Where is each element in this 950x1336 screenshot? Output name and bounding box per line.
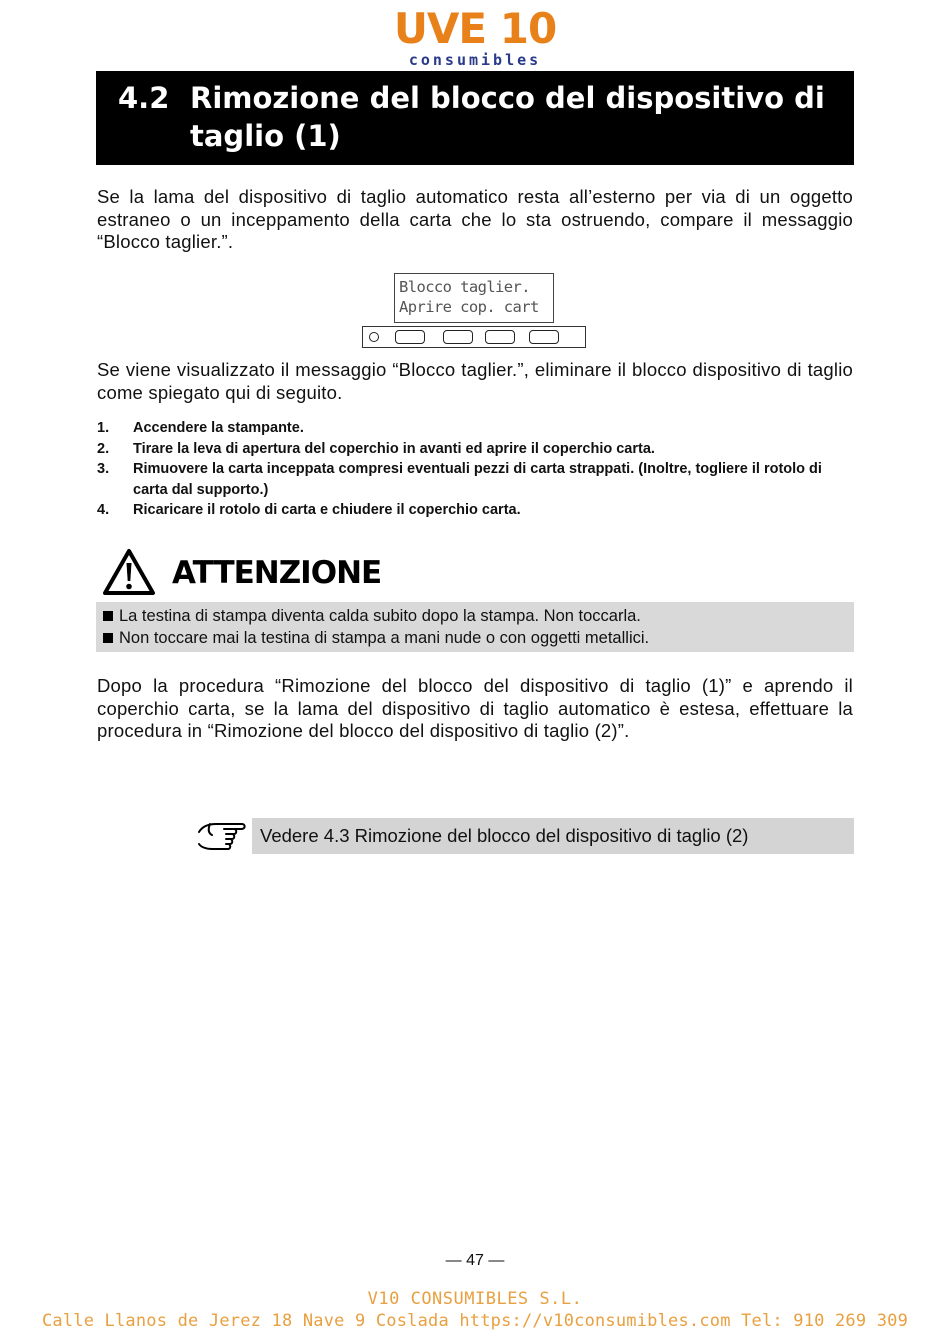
instruction-paragraph: Se viene visualizzato il messaggio “Blocco taglier.”, eliminare il blocco dispositivo di taglio come spiegato qui di seguito. (97, 359, 853, 403)
intro-paragraph: Se la lama del dispositivo di taglio automatico resta all’esterno per via di un oggetto estraneo o un inceppamento della carta che lo sta ostruendo, compare il messaggio “Blocco taglier.”. (97, 186, 853, 252)
lcd-line-2: Aprire cop. cart (399, 298, 539, 316)
footer-address: Calle Llanos de Jerez 18 Nave 9 Coslada https://v10consumibles.com Tel: 910 269 309 (41, 1311, 909, 1331)
step-item (97, 418, 853, 439)
panel-key-2 (443, 330, 473, 344)
procedure-steps (97, 418, 853, 521)
step-number: 1. (97, 420, 110, 436)
panel-key-3 (485, 330, 515, 344)
step-number: 4. (97, 502, 110, 518)
step-number: 3. (97, 461, 110, 477)
step-text: Accendere la stampante. (133, 420, 304, 436)
company-logo (390, 4, 560, 69)
section-title: Rimozione del blocco del dispositivo di taglio (1) (190, 81, 825, 153)
warning-item (103, 605, 641, 627)
warning-heading: ATTENZIONE (172, 555, 382, 591)
printer-control-panel (362, 326, 586, 348)
warning-item-text: Non toccare mai la testina di stampa a mani nude o con oggetti metallici. (119, 629, 650, 647)
step-text: Rimuovere la carta inceppata compresi eventuali pezzi di carta strappati. (Inoltre, togliere il rotolo di carta dal supporto.) (133, 461, 822, 498)
footer-company: V10 CONSUMIBLES S.L. (367, 1289, 583, 1309)
section-number: 4.2 (118, 81, 170, 115)
pointing-hand-icon (196, 818, 248, 856)
logo-wordmark: UVE 10 (393, 4, 557, 53)
square-bullet-icon (103, 633, 113, 643)
page-number: — 47 — (445, 1252, 505, 1269)
lcd-line-1: Blocco taglier. (399, 278, 530, 296)
square-bullet-icon (103, 611, 113, 621)
panel-key-4 (529, 330, 559, 344)
power-led-icon (369, 332, 379, 342)
step-item (97, 439, 853, 460)
warning-triangle-icon (102, 548, 156, 596)
section-title-bar (96, 71, 854, 165)
step-text: Ricaricare il rotolo di carta e chiudere il coperchio carta. (133, 502, 521, 518)
step-number: 2. (97, 440, 110, 457)
reference-link-text[interactable]: Vedere 4.3 Rimozione del blocco del dispositivo di taglio (2) (260, 825, 749, 846)
step-item (97, 500, 853, 521)
warning-item (103, 627, 649, 649)
step-text: Tirare la leva di apertura del coperchio in avanti ed aprire il coperchio carta. (133, 440, 655, 457)
logo-subtitle: consumibles (408, 51, 542, 69)
after-procedure-paragraph: Dopo la procedura “Rimozione del blocco del dispositivo di taglio (1)” e aprendo il coperchio carta, se la lama del dispositivo di taglio automatico è estesa, effettuare la procedura in “Rimozione del blocco del dispositivo di taglio (2)”. (97, 675, 853, 741)
warning-box (96, 602, 854, 652)
panel-key-1 (395, 330, 425, 344)
reference-box (252, 818, 854, 854)
lcd-display (394, 273, 554, 323)
warning-item-text: La testina di stampa diventa calda subito dopo la stampa. Non toccarla. (119, 607, 641, 625)
step-item (97, 459, 853, 500)
